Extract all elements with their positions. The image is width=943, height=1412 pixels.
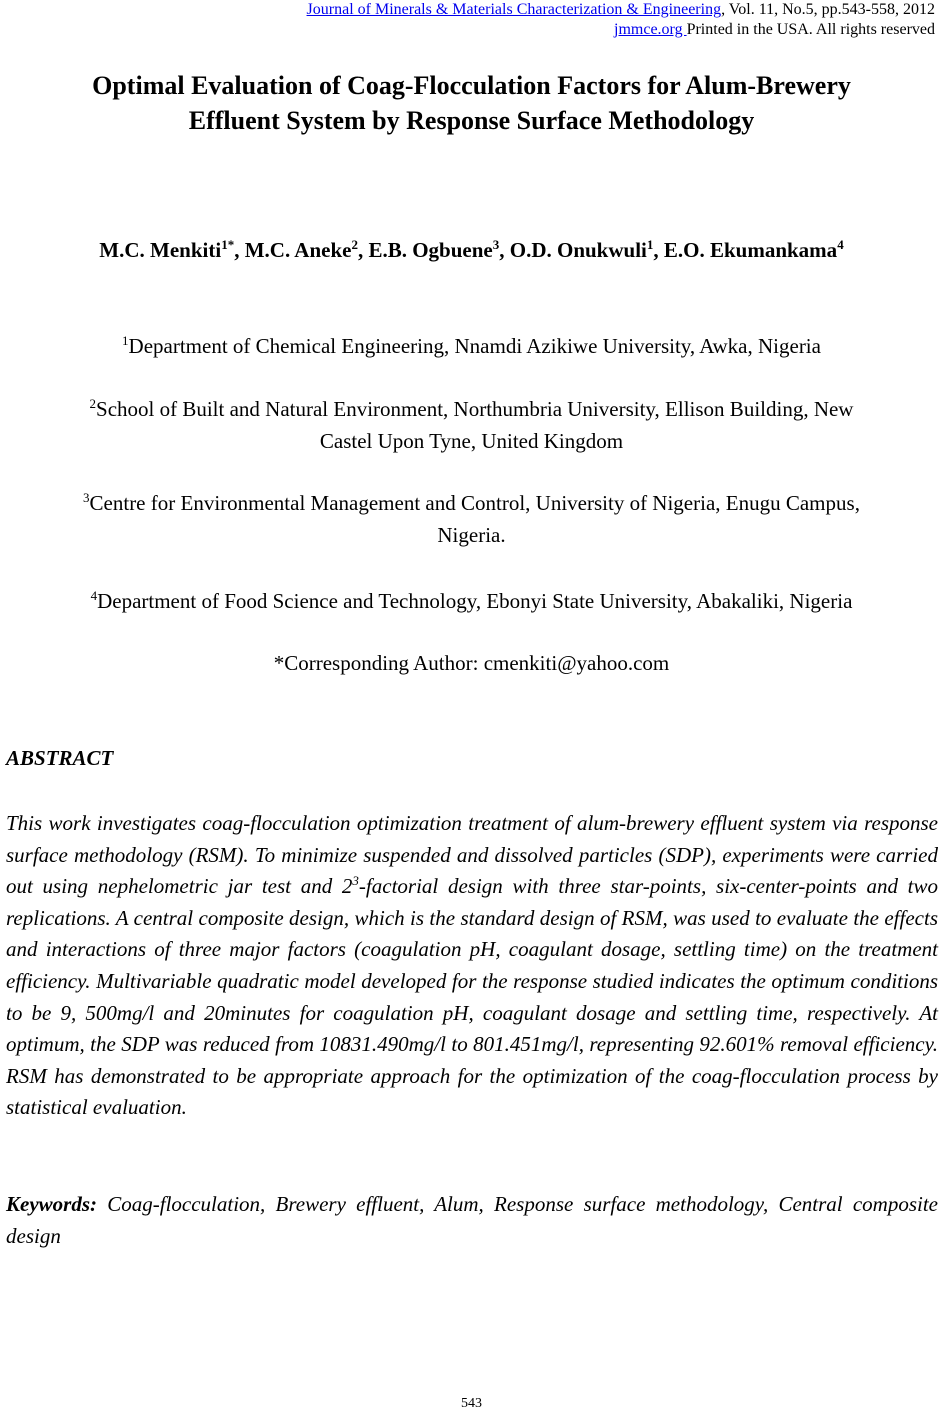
author-separator: , [234, 238, 245, 262]
site-link[interactable]: jmmce.org [614, 21, 687, 38]
affiliation-text-continued: Castel Upon Tyne, United Kingdom [319, 429, 624, 453]
author-separator: , [499, 238, 510, 262]
keywords-label: Keywords: [6, 1192, 97, 1216]
author-separator: , [357, 238, 369, 262]
affiliation-1 [0, 330, 943, 362]
header-line-journal [307, 0, 935, 20]
factorial-exponent: 3 [352, 873, 359, 889]
affiliation-text-continued: Nigeria. [437, 523, 506, 547]
header-line-site [307, 20, 935, 40]
author-affiliation-marker: 1* [221, 237, 235, 252]
corresponding-author: *Corresponding Author: cmenkiti@yahoo.com [273, 651, 670, 675]
title-line-2: Effluent System by Response Surface Methodology [188, 106, 755, 135]
author-list [0, 236, 943, 264]
abstract-heading: ABSTRACT [6, 746, 114, 770]
paper-title [0, 68, 943, 138]
running-header [307, 0, 935, 40]
affiliation-marker: 3 [83, 490, 90, 505]
author-affiliation-marker: 2 [351, 237, 358, 252]
affiliation-marker: 1 [122, 333, 129, 348]
affiliation-marker: 4 [90, 588, 98, 603]
keywords [6, 1189, 938, 1252]
affiliation-text: Department of Food Science and Technology, Ebonyi State University, Abakaliki, Nigeria [97, 589, 853, 613]
journal-link[interactable]: Journal of Minerals & Materials Characterization & Engineering [306, 1, 722, 18]
affiliation-4 [0, 585, 943, 617]
author-affiliation-marker: 4 [837, 237, 844, 252]
author-affiliation-marker: 1 [646, 237, 654, 252]
author-name: E.O. Ekumankama [663, 238, 838, 262]
affiliation-text: Centre for Environmental Management and Control, University of Nigeria, Enugu Campus, [89, 491, 860, 515]
author-name: E.B. Ogbuene [368, 238, 493, 262]
author-separator: , [653, 238, 664, 262]
journal-volume-info: , Vol. 11, No.5, pp.543-558, 2012 [721, 1, 935, 18]
rights-notice: Printed in the USA. All rights reserved [686, 21, 935, 38]
affiliation-text: School of Built and Natural Environment, Northumbria University, Ellison Building, New [96, 397, 854, 421]
abstract-text: This work investigates coag-flocculation optimization treatment of alum-brewery effluent system via response surface methodology (RSM). To minimize suspended and dissolved particles (SDP), experiments were carried out using nephelometric jar test and 2 [6, 811, 938, 899]
keywords-text: Coag-flocculation, Brewery effluent, Alum, Response surface methodology, Central composite design [6, 1192, 938, 1248]
page-number: 543 [461, 1396, 482, 1411]
abstract-body [6, 808, 938, 1124]
affiliation-marker: 2 [89, 396, 97, 411]
title-line-1: Optimal Evaluation of Coag-Flocculation Factors for Alum-Brewery [92, 71, 851, 100]
author-name: O.D. Onukwuli [509, 238, 647, 262]
affiliation-3 [0, 487, 943, 551]
affiliation-text: Department of Chemical Engineering, Nnamdi Azikiwe University, Awka, Nigeria [128, 334, 821, 358]
author-name: M.C. Aneke [244, 238, 352, 262]
author-affiliation-marker: 3 [492, 237, 500, 252]
affiliation-2 [0, 393, 943, 457]
author-name: M.C. Menkiti [99, 238, 222, 262]
abstract-text-continued: -factorial design with three star-points, six-center-points and two replications. A central composite design, which is the standard design of RSM, was used to evaluate the effects and interactions of three major factors (coagulation pH, coagulant dosage, settling time) on the treatment efficiency. Multivariable quadratic model developed for the response studied indicates the optimum conditions to be 9, 500mg/l and 20minutes for coagulation pH, coagulant dosage and settling time, respectively. At optimum, the SDP was reduced from 10831.490mg/l to 801.451mg/l, representing 92.601% removal efficiency. RSM has demonstrated to be appropriate approach for the optimization of the coag-flocculation process by statistical evaluation. [6, 874, 938, 1120]
